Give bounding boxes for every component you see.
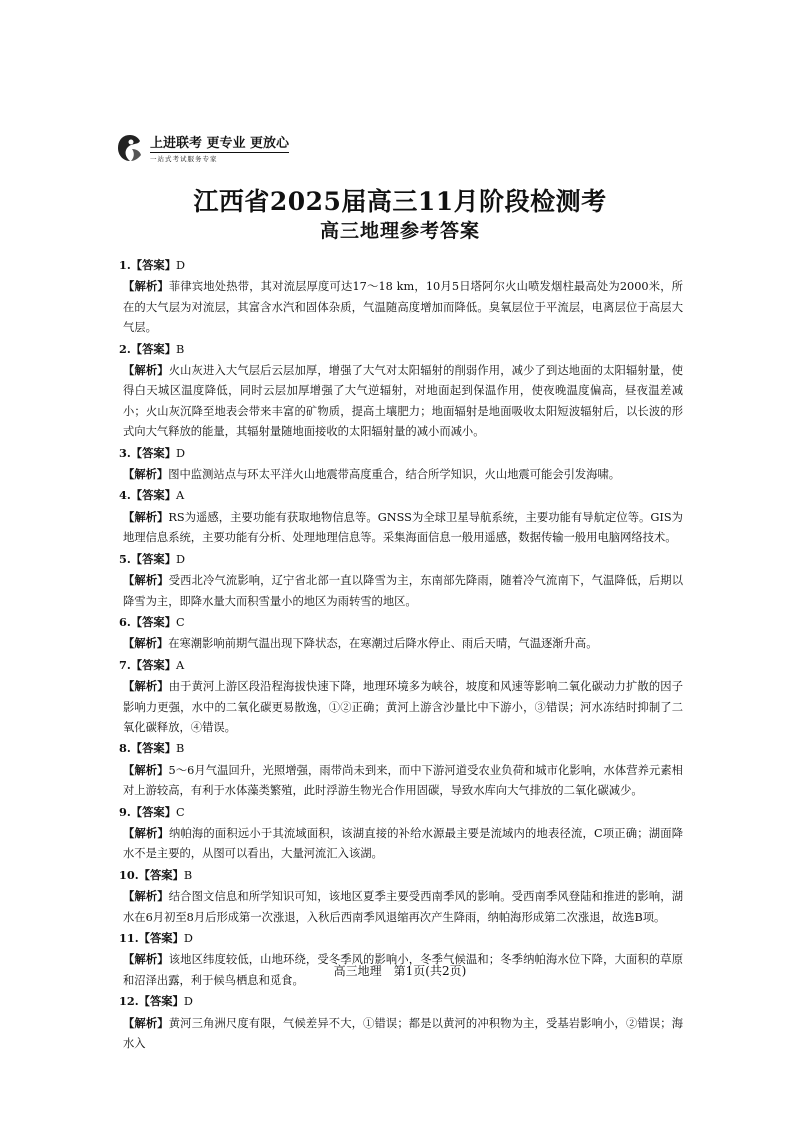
answer-value: B — [176, 742, 185, 756]
answer-line — [119, 339, 683, 360]
analysis-label: 【解析】 — [123, 636, 169, 651]
answer-value: C — [176, 805, 185, 819]
question-item — [119, 443, 683, 486]
analysis-label: 【解析】 — [123, 363, 169, 378]
answer-label: 【答案】 — [130, 341, 176, 356]
answer-value: D — [176, 552, 186, 566]
question-number: 1. — [119, 258, 131, 272]
question-number: 3. — [119, 445, 131, 460]
analysis-text — [119, 507, 683, 549]
analysis-text — [119, 676, 683, 738]
answer-label: 【答案】 — [130, 804, 176, 819]
analysis-text — [119, 633, 683, 654]
analysis-body: 由于黄河上游区段沿程海拔快速下降，地理环境多为峡谷，坡度和风速等影响二氧化碳动力扩散的因子影响力更强，水中的二氧化碳更易散逸，①②正确；黄河上游含沙量比中下游小，③错误；河水冻结时抑制了二氧化碳释放，④错误。 — [123, 680, 683, 734]
answer-label: 【答案】 — [138, 931, 184, 945]
analysis-label: 【解析】 — [123, 952, 169, 967]
answer-value: D — [176, 446, 186, 460]
question-item — [119, 339, 683, 443]
answer-line — [119, 655, 683, 676]
analysis-label: 【解析】 — [123, 509, 169, 524]
answer-value: A — [176, 658, 185, 672]
answer-line — [119, 802, 683, 823]
answer-value: D — [176, 259, 186, 272]
answer-value: B — [183, 868, 193, 882]
analysis-body: 该地区纬度较低，山地环绕，受冬季风的影响小，冬季气候温和；冬季纳帕海水位下降，大面积的草原和沼泽出露，利于候鸟栖息和觅食。 — [123, 953, 683, 987]
question-number: 8. — [119, 741, 131, 756]
analysis-body: RS为遥感，主要功能有获取地物信息等。GNSS为全球卫星导航系统，主要功能有导航定位等。GIS为地理信息系统，主要功能有分析、处理地理信息等。采集海面信息一般用遥感，数据传输一般用电脑网络技术。 — [123, 510, 683, 545]
analysis-text — [119, 276, 683, 338]
question-item — [119, 738, 683, 801]
answer-line — [119, 255, 683, 276]
analysis-label: 【解析】 — [123, 762, 169, 777]
answer-line — [119, 738, 683, 759]
answer-label: 【答案】 — [138, 994, 184, 1009]
question-number: 7. — [119, 657, 131, 672]
question-item — [119, 655, 683, 739]
analysis-body: 5～6月气温回升，光照增强，雨带尚未到来，而中下游河道受农业负荷和城市化影响，水体营养元素相对上游较高，有利于水体藻类繁殖，此时浮游生物光合作用固碳，导致水库向大气排放的二氧化碳减少。 — [123, 763, 683, 798]
answer-value: C — [176, 615, 185, 629]
question-number: 6. — [119, 614, 131, 629]
analysis-body: 菲律宾地处热带，其对流层厚度可达17～18 km，10月5日塔阿尔火山喷发烟柱最高处为2000米，所在的大气层为对流层，其富含水汽和固体杂质，气温随高度增加而降低。臭氧层位于平流层，电离层位于高层大气层。 — [123, 280, 683, 335]
analysis-body: 火山灰进入大气层后云层加厚，增强了大气对太阳辐射的削弱作用，减少了到达地面的太阳辐射量，使得白天城区温度降低，同时云层加厚增强了大气逆辐射，对地面起到保温作用，使夜晚温度偏高，昼夜温差减小；火山灰沉降至地表会带来丰富的矿物质，提高土壤肥力；地面辐射是地面吸收太阳短波辐射后，以长波的形式向大气释放的能量，其辐射量随地面接收的太阳辐射量的减小而减小。 — [123, 364, 683, 439]
answer-line — [119, 612, 683, 633]
brand-slogan: 上进联考 更专业 更放心 — [150, 136, 290, 151]
brand-header — [116, 132, 289, 163]
answer-line — [119, 443, 683, 464]
answer-line — [119, 928, 683, 949]
analysis-text — [119, 886, 683, 928]
answer-value: D — [183, 995, 193, 1009]
analysis-text — [119, 360, 683, 443]
question-item — [119, 928, 683, 991]
analysis-label: 【解析】 — [123, 467, 169, 482]
answer-label: 【答案】 — [130, 614, 176, 629]
analysis-label: 【解析】 — [123, 1015, 169, 1030]
answer-value: B — [176, 342, 185, 356]
analysis-body: 在寒潮影响前期气温出现下降状态，在寒潮过后降水停止、雨后天晴，气温逐渐升高。 — [168, 637, 598, 651]
question-item — [119, 802, 683, 865]
analysis-label: 【解析】 — [123, 573, 169, 588]
analysis-label: 【解析】 — [123, 825, 169, 840]
answer-value: A — [176, 489, 185, 503]
question-number: 10. — [119, 867, 139, 882]
analysis-label: 【解析】 — [123, 279, 169, 294]
question-item — [119, 485, 683, 548]
question-item — [119, 991, 683, 1054]
question-item — [119, 255, 683, 339]
question-number: 2. — [119, 341, 131, 356]
question-item — [119, 549, 683, 612]
answer-line — [119, 865, 683, 886]
question-number: 11. — [119, 931, 139, 945]
page-title: 江西省2025届高三11月阶段检测考 — [193, 187, 607, 216]
answer-label: 【答案】 — [130, 445, 176, 460]
analysis-text — [119, 464, 683, 485]
analysis-body: 黄河三角洲尺度有限，气候差异不大，①错误；都是以黄河的冲积物为主，受基岩影响小，②错误；海水入 — [123, 1016, 683, 1051]
question-number: 9. — [119, 804, 131, 819]
analysis-text — [119, 1013, 683, 1055]
question-number: 5. — [119, 551, 131, 566]
analysis-label: 【解析】 — [123, 889, 169, 904]
analysis-body: 纳帕海的面积远小于其流域面积，该湖直接的补给水源最主要是流域内的地表径流，C项正确；湖面降水不是主要的，从图可以看出，大量河流汇入该湖。 — [123, 826, 683, 861]
question-item — [119, 865, 683, 928]
analysis-text — [119, 823, 683, 865]
analysis-label: 【解析】 — [123, 679, 169, 694]
analysis-text — [119, 570, 683, 612]
answer-label: 【答案】 — [130, 657, 176, 672]
question-number: 4. — [119, 488, 131, 503]
analysis-body: 结合图文信息和所学知识可知，该地区夏季主要受西南季风的影响。受西南季风登陆和推进的影响，湖水在6月初至8月后形成第一次涨退，入秋后西南季风退缩再次产生降雨，纳帕海形成第二次涨退，故选B项。 — [123, 890, 683, 924]
question-number: 12. — [119, 994, 139, 1009]
page-subtitle: 高三地理参考答案 — [319, 220, 480, 242]
answer-label: 【答案】 — [138, 867, 184, 882]
analysis-body: 受西北冷气流影响，辽宁省北部一直以降雪为主，东南部先降雨，随着冷气流南下，气温降低，后期以降雪为主，即降水量大而积雪量小的地区为雨转雪的地区。 — [123, 574, 683, 608]
answer-value: D — [183, 932, 193, 945]
page-footer: 高三地理 第1页(共2页) — [333, 964, 467, 978]
analysis-body: 图中监测站点与环太平洋火山地震带高度重合，结合所学知识，火山地震可能会引发海啸。 — [168, 468, 621, 482]
answer-line — [119, 549, 683, 570]
answer-label: 【答案】 — [130, 258, 176, 272]
analysis-text — [119, 760, 683, 802]
answer-label: 【答案】 — [130, 551, 176, 566]
question-item — [119, 612, 683, 655]
answer-line — [119, 485, 683, 506]
brand-logo-icon — [116, 133, 144, 163]
answer-label: 【答案】 — [130, 741, 176, 756]
answer-label: 【答案】 — [130, 488, 176, 503]
answer-line — [119, 991, 683, 1012]
answer-list — [119, 255, 683, 1054]
brand-tagline: 一站式考试服务专家 — [150, 152, 289, 163]
